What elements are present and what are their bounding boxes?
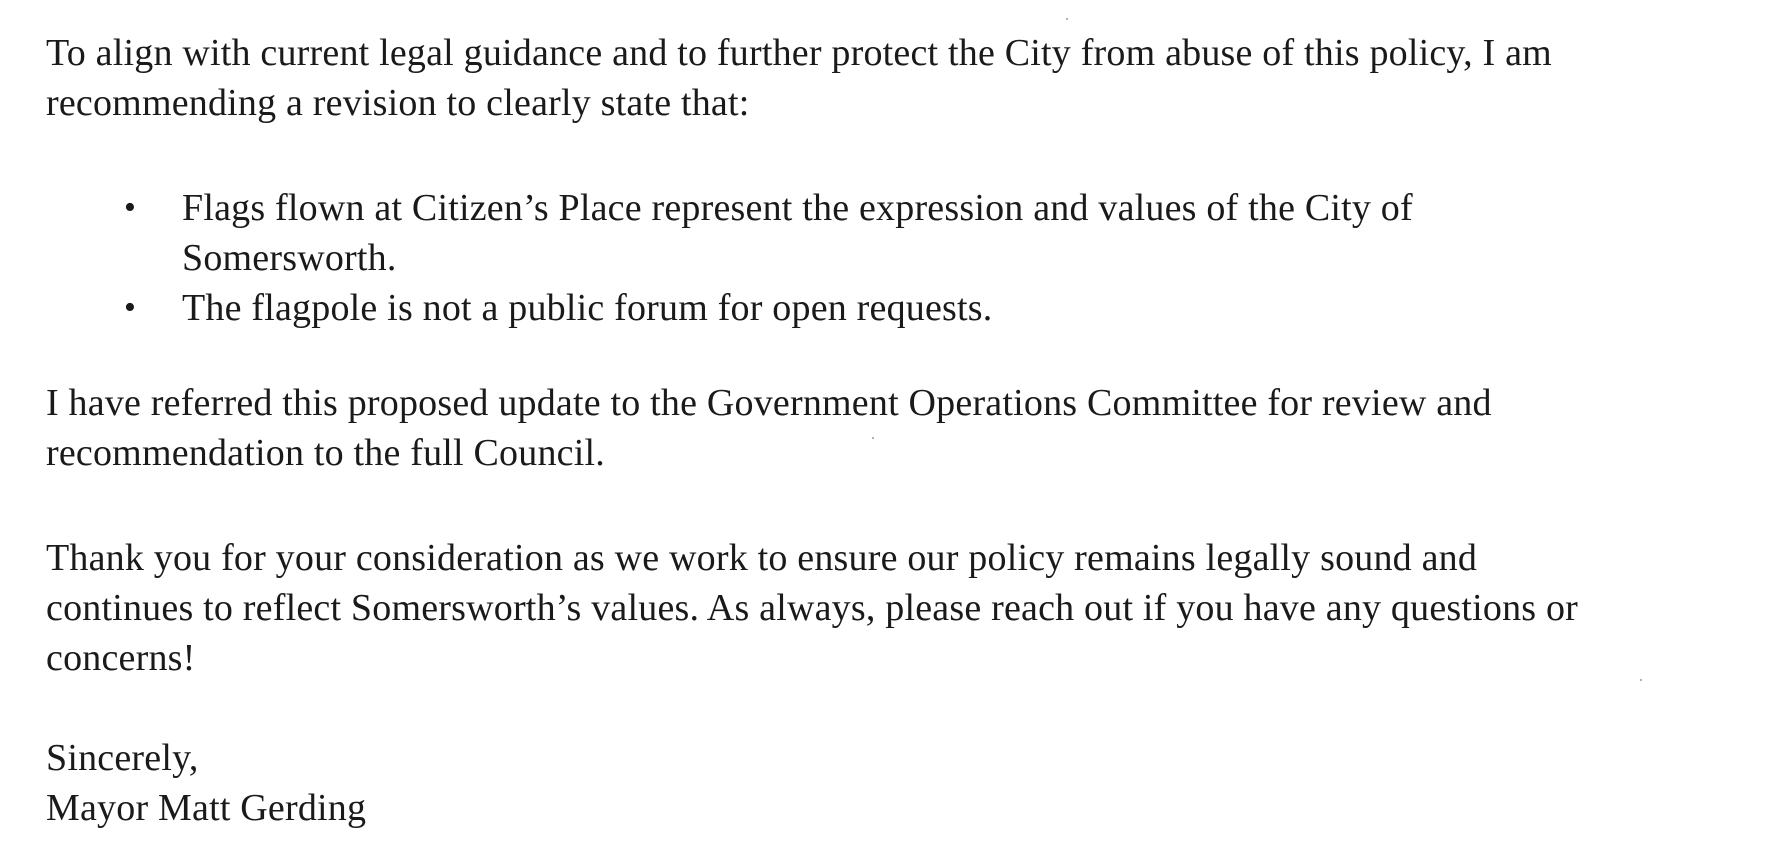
bullet-1-line-2: Somersworth. [182,237,397,279]
referral-paragraph [46,378,1736,478]
recommendation-list [46,183,1736,333]
referral-line-1: I have referred this proposed update to the Government Operations Committee for review and [46,382,1492,424]
intro-line-1: To align with current legal guidance and to further protect the City from abuse of this policy, I am [46,32,1552,74]
intro-paragraph [46,28,1736,128]
bullet-1-line-1: Flags flown at Citizen’s Place represent the expression and values of the City of [182,187,1413,229]
list-item [46,283,1602,333]
bullet-icon: • [123,289,137,326]
thanks-line-3: concerns! [46,637,196,679]
intro-line-2: recommending a revision to clearly state that: [46,82,750,124]
signer-name: Mayor Matt Gerding [46,787,367,829]
list-item [46,183,1602,283]
referral-line-2: recommendation to the full Council. [46,432,605,474]
bullet-2-line-1: The flagpole is not a public forum for open requests. [182,287,993,329]
salutation: Sincerely, [46,737,199,779]
thanks-paragraph [46,533,1746,683]
bullet-icon: • [123,189,137,226]
closing-block [46,733,1046,833]
thanks-line-1: Thank you for your consideration as we work to ensure our policy remains legally sound and [46,537,1478,579]
scan-speck [872,437,874,439]
scan-speck [1640,679,1642,681]
scan-speck [1066,18,1068,20]
thanks-line-2: continues to reflect Somersworth’s values. As always, please reach out if you have any questions or [46,587,1579,629]
